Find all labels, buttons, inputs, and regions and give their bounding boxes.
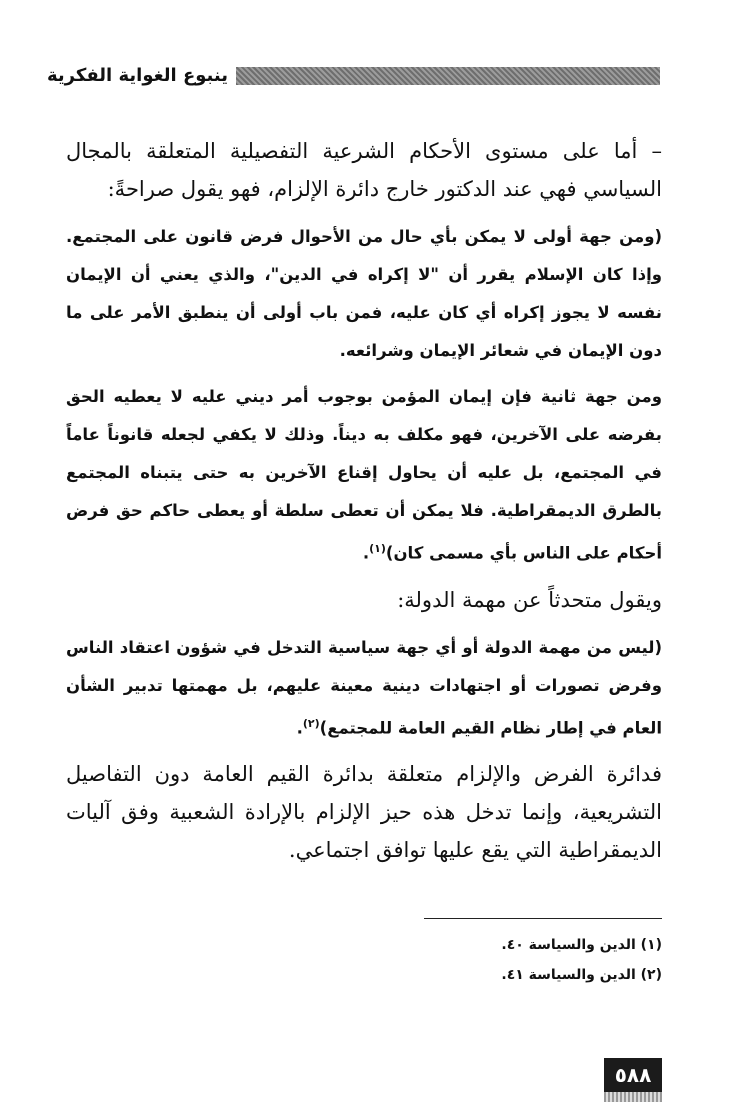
lead-paragraph-2: ويقول متحدثاً عن مهمة الدولة: bbox=[397, 587, 662, 612]
page-number-decoration bbox=[604, 1092, 662, 1102]
conclusion-paragraph: فدائرة الفرض والإلزام متعلقة بدائرة القيم العامة دون التفاصيل التشريعية، وإنما تدخل هذه حيز الإلزام بالإرادة الشعبية وفق آليات الديمقراطية التي يقع عليها توافق اجتماعي. bbox=[66, 762, 663, 862]
quote-2-end: . bbox=[362, 543, 370, 563]
header-title: ينبوع الغواية الفكرية bbox=[46, 65, 228, 86]
footnote-ref-1: (١) bbox=[369, 542, 386, 555]
quote-paragraph-3 bbox=[66, 629, 662, 748]
footnote-1: (١) الدين والسياسة ٤٠. bbox=[501, 937, 662, 953]
quote-paragraph-2 bbox=[66, 378, 662, 573]
header-decorative-bar bbox=[236, 67, 660, 85]
quote-2-text: ومن جهة ثانية فإن إيمان المؤمن بوجوب أمر ديني عليه لا يعطيه الحق بفرضه على الآخرين، فهو مكلف به ديناً. وذلك لا يكفي لجعله قانوناً عاماً في المجتمع، بل عليه أن يحاول إقناع الآخرين به حتى يتبناه المجتمع بالطرق الديمقراطية. فلا يمكن أن تعطى سلطة أو يعطى حاكم حق فرض أحكام على الناس بأي مسمى كان) bbox=[66, 387, 662, 563]
footnote-ref-2: (٢) bbox=[302, 716, 320, 730]
quote-3-text: (ليس من مهمة الدولة أو أي جهة سياسية التدخل في شؤون اعتقاد الناس وفرض تصورات أو اجتهادات دينية معينة عليهم، بل مهمتها تدبير الشأن العام في إطار نظام القيم العامة للمجتمع) bbox=[66, 637, 662, 737]
quote-3-end: . bbox=[296, 718, 303, 737]
footnote-2: (٢) الدين والسياسة ٤١. bbox=[501, 967, 662, 983]
footnotes bbox=[362, 930, 662, 990]
intro-paragraph: – أما على مستوى الأحكام الشرعية التفصيلية المتعلقة بالمجال السياسي فهي عند الدكتور خارج دائرة الإلزام، فهو يقول صراحةً: bbox=[66, 139, 662, 201]
footnote-divider bbox=[424, 918, 662, 919]
page-number: ٥٨٨ bbox=[604, 1058, 662, 1092]
quote-paragraph-1: (ومن جهة أولى لا يمكن بأي حال من الأحوال فرض قانون على المجتمع. وإذا كان الإسلام يقرر أن "لا إكراه في الدين"، والذي يعني أن الإيمان نفسه لا يجوز إكراه أي كان عليه، فمن باب أولى أن ينطبق الأمر على ما دون الإيمان في شعائر الإيمان وشرائعه. bbox=[66, 227, 662, 360]
running-header bbox=[46, 62, 660, 90]
page-body bbox=[66, 132, 662, 879]
